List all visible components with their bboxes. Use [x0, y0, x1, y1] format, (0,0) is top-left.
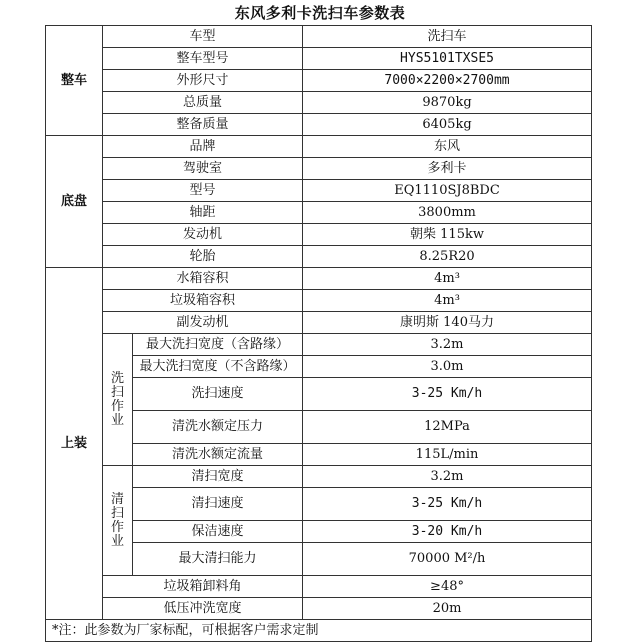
param-label: 水箱容积 [103, 268, 303, 290]
section-label-vehicle: 整车 [46, 26, 103, 136]
table-row [46, 180, 592, 202]
table-row [46, 224, 592, 246]
table-row [46, 48, 592, 70]
table-row [46, 26, 592, 48]
param-value: 3.2m [303, 334, 592, 356]
table-row [46, 290, 592, 312]
table-row [46, 158, 592, 180]
table-row [46, 312, 592, 334]
footnote: *注：此参数为厂家标配，可根据客户需求定制 [46, 620, 592, 642]
param-label: 清扫速度 [133, 488, 303, 521]
param-value: 9870kg [303, 92, 592, 114]
param-label: 整备质量 [103, 114, 303, 136]
param-value: HYS5101TXSE5 [303, 48, 592, 70]
param-value: 朝柴 115kw [303, 224, 592, 246]
param-value: 115L/min [303, 444, 592, 466]
table-row [46, 466, 592, 488]
param-label: 最大清扫能力 [133, 543, 303, 576]
param-label: 清洗水额定流量 [133, 444, 303, 466]
param-label: 整车型号 [103, 48, 303, 70]
param-label: 驾驶室 [103, 158, 303, 180]
param-value: 3-25 Km/h [303, 488, 592, 521]
param-label: 最大洗扫宽度（不含路缘） [133, 356, 303, 378]
param-label: 外形尺寸 [103, 70, 303, 92]
param-label: 垃圾箱卸料角 [103, 576, 303, 598]
param-label: 品牌 [103, 136, 303, 158]
param-label: 发动机 [103, 224, 303, 246]
table-row [46, 246, 592, 268]
param-label: 清扫宽度 [133, 466, 303, 488]
param-label: 轮胎 [103, 246, 303, 268]
param-value: 8.25R20 [303, 246, 592, 268]
param-value: 4m³ [303, 268, 592, 290]
param-value: 洗扫车 [303, 26, 592, 48]
table-row [46, 598, 592, 620]
param-value: 3-20 Km/h [303, 521, 592, 543]
table-row [46, 334, 592, 356]
param-label: 副发动机 [103, 312, 303, 334]
table-row [46, 620, 592, 642]
param-label: 低压冲洗宽度 [103, 598, 303, 620]
section-label-chassis: 底盘 [46, 136, 103, 268]
param-label: 轴距 [103, 202, 303, 224]
param-value: 70000 M²/h [303, 543, 592, 576]
param-label: 最大洗扫宽度（含路缘） [133, 334, 303, 356]
param-label: 车型 [103, 26, 303, 48]
table-row [46, 136, 592, 158]
param-value: 东风 [303, 136, 592, 158]
param-label: 垃圾箱容积 [103, 290, 303, 312]
param-value: 12MPa [303, 411, 592, 444]
param-value: 6405kg [303, 114, 592, 136]
table-row [46, 70, 592, 92]
param-label: 总质量 [103, 92, 303, 114]
table-row [46, 92, 592, 114]
param-value: 3.2m [303, 466, 592, 488]
section-label-body: 上装 [46, 268, 103, 620]
param-value: 3-25 Km/h [303, 378, 592, 411]
subsection-label-sweep: 清 扫 作 业 [103, 466, 133, 576]
page-title: 东风多利卡洗扫车参数表 [234, 4, 406, 22]
param-value: 4m³ [303, 290, 592, 312]
spec-table [45, 25, 592, 642]
table-row [46, 114, 592, 136]
param-value: ≥48° [303, 576, 592, 598]
param-value: 3800mm [303, 202, 592, 224]
table-row [46, 576, 592, 598]
param-value: 多利卡 [303, 158, 592, 180]
param-value: 20m [303, 598, 592, 620]
param-label: 型号 [103, 180, 303, 202]
table-row [46, 268, 592, 290]
param-label: 清洗水额定压力 [133, 411, 303, 444]
table-row [46, 202, 592, 224]
subsection-label-wash: 洗 扫 作 业 [103, 334, 133, 466]
param-value: EQ1110SJ8BDC [303, 180, 592, 202]
param-value: 7000×2200×2700mm [303, 70, 592, 92]
param-label: 洗扫速度 [133, 378, 303, 411]
param-label: 保洁速度 [133, 521, 303, 543]
param-value: 康明斯 140马力 [303, 312, 592, 334]
param-value: 3.0m [303, 356, 592, 378]
